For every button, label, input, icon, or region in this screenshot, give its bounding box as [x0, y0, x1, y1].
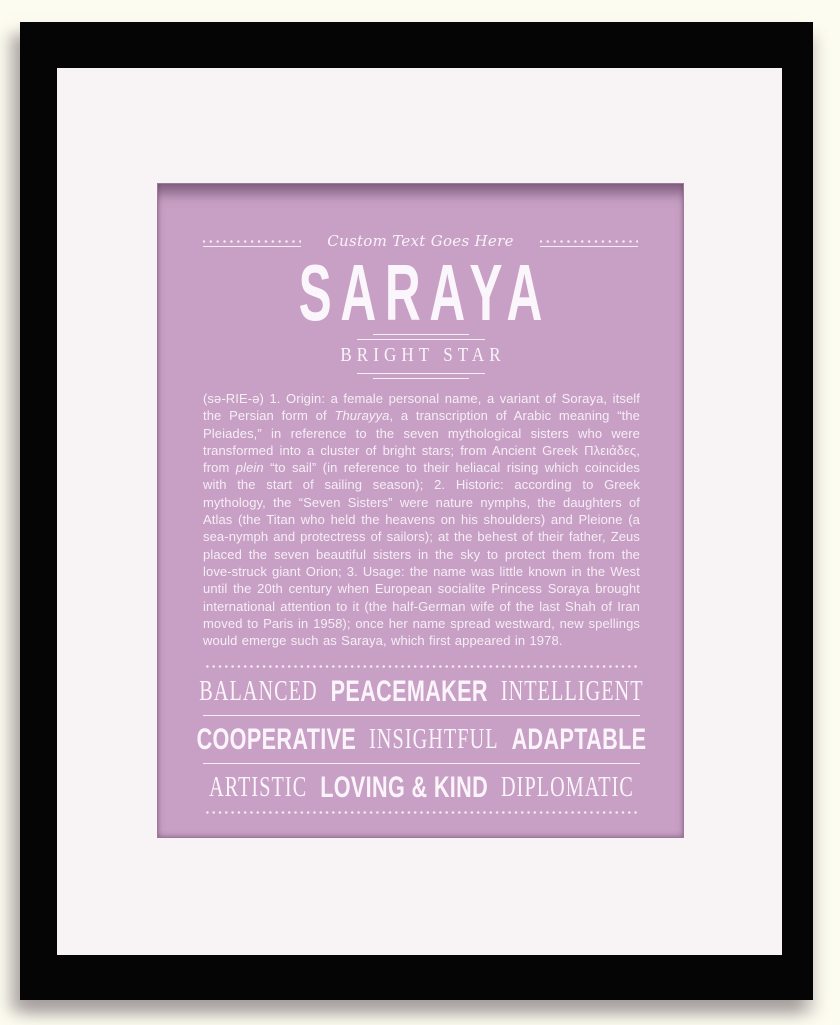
- trait-divider-1: [203, 715, 640, 716]
- trait-row-2: [196, 720, 647, 759]
- trait-divider-2: [203, 763, 640, 764]
- dots-row-icon: [540, 240, 638, 243]
- trait-row-3: [209, 768, 634, 807]
- dotted-divider-top: [203, 665, 640, 668]
- trait-word: PEACEMAKER: [330, 674, 488, 708]
- picture-frame: [20, 22, 813, 1000]
- trait-word: ARTISTIC: [209, 771, 308, 803]
- definition-segment: “to sail” (in reference to their heliacal rising which coincides with the start of sailing season); 2. Historic: according to Greek mythology, the “Seven Sisters” were nature nymphs, the daughters of Atlas (the Titan who held the heavens on his shoulders) and Pleione (a sea-nymph and protectress of sailors); at the behest of their father, Zeus placed the seven beautiful sisters in the sky to protect them from the love-struck giant Orion; 3. Usage: the name was little known in the West until the 20th century when European socialite Princess Soraya brought international attention to it (the half-German wife of the last Shah of Iran moved to Paris in 1958); once her name spread westward, new spellings would emerge such as Saraya, which first appeared in 1978.: [203, 460, 640, 649]
- dots-row-icon: [203, 240, 301, 243]
- trait-word: ADAPTABLE: [511, 722, 647, 756]
- ornament-underline: [203, 246, 301, 247]
- definition-segment: , a transcription of Arabic meaning “the Pleiades,” in reference to the seven mythological sisters who were transformed into a cluster of bright stars; from Ancient Greek Πλειάδες, from: [203, 408, 640, 476]
- name-art-print: [157, 183, 684, 838]
- traits-section: [196, 665, 647, 814]
- mat-board: [57, 68, 782, 955]
- dotted-ornament-right: [540, 240, 638, 247]
- divider-below-meaning: [203, 373, 638, 379]
- definition-segment: (sə-RIE-ə) 1. Origin: a female personal name, a variant of Soraya, itself the Persian form of: [203, 391, 640, 424]
- trait-row-1: [199, 672, 644, 711]
- trait-word: COOPERATIVE: [196, 722, 357, 756]
- definition-segment: plein: [235, 460, 264, 476]
- definition-paragraph: [203, 390, 640, 649]
- dotted-ornament-left: [203, 240, 301, 247]
- ornament-underline: [540, 246, 638, 247]
- trait-word: BALANCED: [199, 675, 318, 707]
- trait-word: INTELLIGENT: [500, 675, 644, 707]
- divider-line-short: [373, 378, 469, 379]
- trait-word: DIPLOMATIC: [501, 771, 634, 803]
- name-title: SARAYA: [298, 248, 552, 337]
- definition-segment: Thurayya: [334, 408, 390, 424]
- meaning-subtitle: BRIGHT STAR: [340, 344, 506, 366]
- custom-text-label: Custom Text Goes Here: [327, 232, 514, 250]
- divider-line-long: [357, 339, 485, 340]
- custom-text-row: [203, 225, 638, 249]
- trait-word: INSIGHTFUL: [369, 723, 499, 755]
- trait-word: LOVING & KIND: [320, 770, 489, 804]
- divider-line-long: [357, 373, 485, 374]
- dotted-divider-bottom: [203, 811, 640, 814]
